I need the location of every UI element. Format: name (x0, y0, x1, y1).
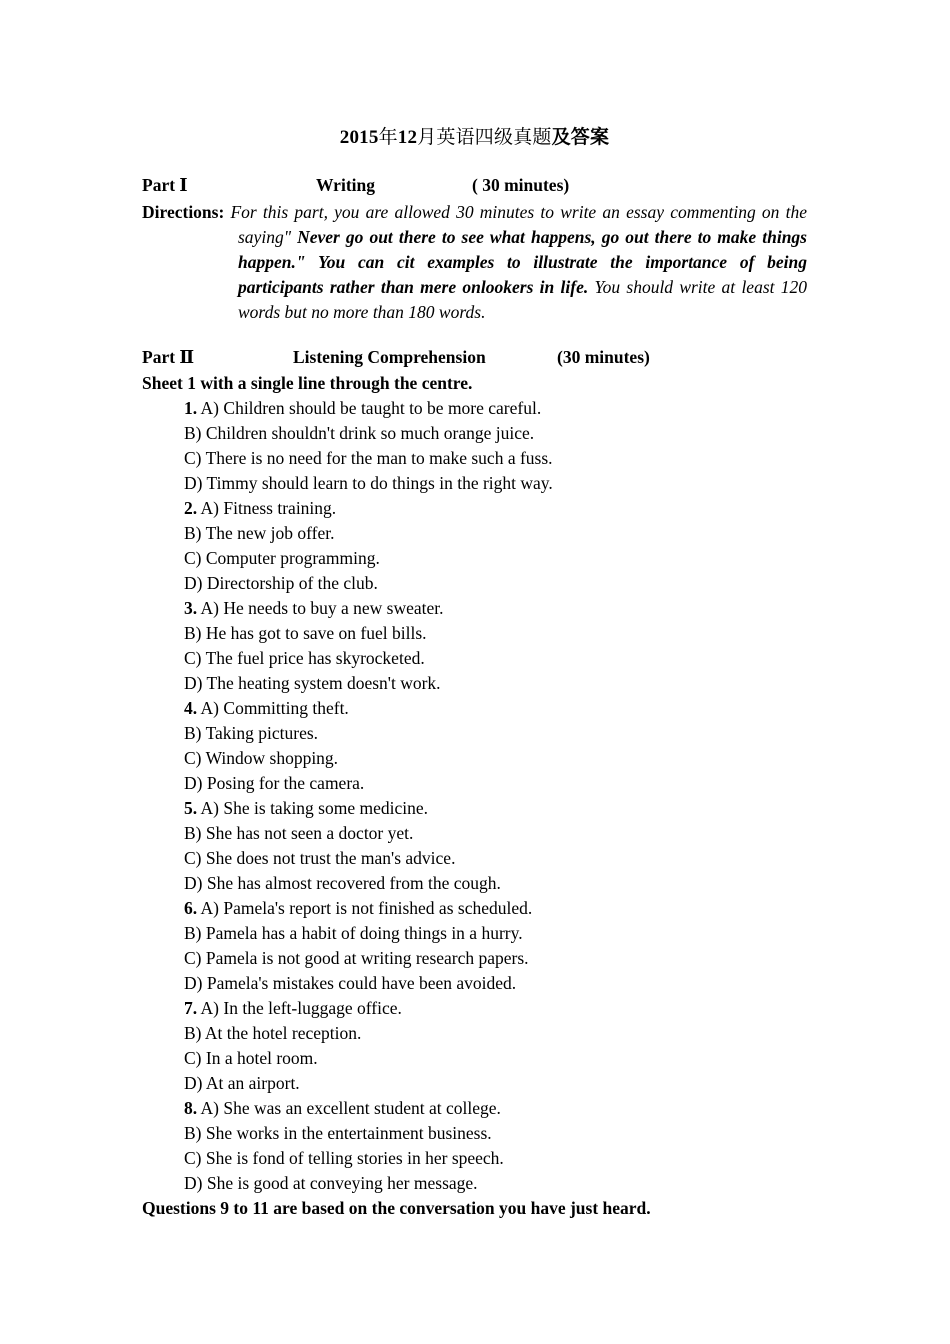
option-text: She is taking some medicine. (223, 798, 429, 818)
page-title (142, 125, 807, 151)
option-label: B) (184, 1123, 202, 1143)
questions-9-11-instruction: Questions 9 to 11 are based on the conversation you have just heard. (142, 1198, 651, 1218)
title-answer: 及答案 (551, 127, 610, 148)
part-2-time: (30 minutes) (557, 347, 650, 367)
question-option-row[interactable] (142, 721, 807, 746)
question-option-row[interactable] (142, 596, 807, 621)
option-text: Window shopping. (205, 748, 339, 768)
question-option-row[interactable] (142, 746, 807, 771)
option-label: A) (200, 598, 220, 618)
option-label: B) (184, 723, 202, 743)
option-label: D) (184, 973, 203, 993)
question-option-row[interactable] (142, 896, 807, 921)
option-label: B) (184, 1023, 202, 1043)
option-label: A) (200, 1098, 220, 1118)
option-text: Directorship of the club. (206, 573, 378, 593)
question-block (142, 1096, 807, 1196)
question-block (142, 596, 807, 696)
option-text: She was an excellent student at college. (223, 1098, 501, 1118)
option-text: Posing for the camera. (206, 773, 365, 793)
question-option-row[interactable] (142, 546, 807, 571)
option-label: C) (184, 548, 202, 568)
question-block (142, 396, 807, 496)
option-label: D) (184, 673, 203, 693)
option-label: C) (184, 1148, 202, 1168)
title-year: 2015 (339, 127, 379, 148)
question-option-row[interactable] (142, 1046, 807, 1071)
question-option-row[interactable] (142, 796, 807, 821)
option-text: Timmy should learn to do things in the right way. (206, 473, 553, 493)
question-number: 6. (184, 898, 198, 918)
question-option-row[interactable] (142, 771, 807, 796)
question-block (142, 896, 807, 996)
question-option-row[interactable] (142, 396, 807, 421)
question-number: 5. (184, 798, 198, 818)
question-option-row[interactable] (142, 1121, 807, 1146)
part-2-section-title: Listening Comprehension (293, 347, 486, 367)
directions-text-before: For this part, you are allowed 30 minutes to write an essay commenting on the saying" (224, 202, 807, 247)
question-option-row[interactable] (142, 1096, 807, 1121)
option-label: B) (184, 523, 202, 543)
question-number: 1. (184, 398, 198, 418)
option-text: She works in the entertainment business. (205, 1123, 492, 1143)
option-text: The fuel price has skyrocketed. (205, 648, 425, 668)
question-number: 3. (184, 598, 198, 618)
option-text: There is no need for the man to make such a fuss. (205, 448, 553, 468)
option-text: Committing theft. (223, 698, 349, 718)
question-number: 7. (184, 998, 198, 1018)
option-text: The new job offer. (205, 523, 335, 543)
option-text: In a hotel room. (205, 1048, 318, 1068)
option-label: A) (200, 498, 220, 518)
option-label: B) (184, 923, 202, 943)
question-number: 8. (184, 1098, 198, 1118)
question-option-row[interactable] (142, 696, 807, 721)
option-label: D) (184, 573, 203, 593)
option-label: D) (184, 473, 203, 493)
option-label: D) (184, 1173, 203, 1193)
question-option-row[interactable] (142, 621, 807, 646)
directions-paragraph (142, 200, 807, 325)
question-option-row[interactable] (142, 871, 807, 896)
question-option-row[interactable] (142, 821, 807, 846)
question-option-row[interactable] (142, 921, 807, 946)
option-label: B) (184, 423, 202, 443)
option-text: Pamela is not good at writing research papers. (205, 948, 529, 968)
question-option-row[interactable] (142, 971, 807, 996)
part-2-label: Part Ⅱ (142, 347, 195, 367)
option-text: Children shouldn't drink so much orange juice. (205, 423, 535, 443)
directions-label: Directions: (142, 202, 225, 222)
option-label: C) (184, 448, 202, 468)
title-month: 12 (397, 127, 418, 148)
question-option-row[interactable] (142, 946, 807, 971)
option-label: A) (200, 698, 220, 718)
answer-sheet-instruction: Sheet 1 with a single line through the centre. (142, 373, 473, 393)
option-label: C) (184, 1048, 202, 1068)
option-text: She is good at conveying her message. (206, 1173, 478, 1193)
question-option-row[interactable] (142, 1071, 807, 1096)
question-number: 4. (184, 698, 198, 718)
question-block (142, 796, 807, 896)
option-label: A) (200, 898, 220, 918)
option-text: Taking pictures. (205, 723, 319, 743)
option-text: She has not seen a doctor yet. (205, 823, 414, 843)
option-label: C) (184, 848, 202, 868)
option-label: C) (184, 648, 202, 668)
question-block (142, 496, 807, 596)
question-option-row[interactable] (142, 671, 807, 696)
option-label: A) (200, 398, 220, 418)
question-option-row[interactable] (142, 571, 807, 596)
title-exam-name: 月英语四级真题 (417, 127, 552, 148)
option-text: Pamela has a habit of doing things in a hurry. (205, 923, 523, 943)
option-text: He needs to buy a new sweater. (223, 598, 444, 618)
question-option-row[interactable] (142, 996, 807, 1021)
part-2-header (142, 345, 807, 370)
option-text: She is fond of telling stories in her speech. (205, 1148, 504, 1168)
option-label: D) (184, 873, 203, 893)
directions-text-after: You should write at least 120 words but no more than 180 words. (238, 277, 808, 322)
question-option-row[interactable] (142, 646, 807, 671)
option-text: He has got to save on fuel bills. (205, 623, 427, 643)
question-option-row[interactable] (142, 471, 807, 496)
spacer (142, 325, 807, 345)
question-option-row[interactable] (142, 1021, 807, 1046)
option-label: A) (200, 998, 220, 1018)
question-option-row[interactable] (142, 846, 807, 871)
question-option-row[interactable] (142, 521, 807, 546)
option-text: Fitness training. (223, 498, 337, 518)
option-text: Pamela's report is not finished as scheduled. (223, 898, 533, 918)
question-block (142, 996, 807, 1096)
option-text: Computer programming. (205, 548, 380, 568)
question-option-row[interactable] (142, 1146, 807, 1171)
option-label: C) (184, 948, 202, 968)
question-option-row[interactable] (142, 446, 807, 471)
part-1-time: ( 30 minutes) (472, 175, 570, 195)
option-label: A) (200, 798, 220, 818)
question-option-row[interactable] (142, 496, 807, 521)
option-label: C) (184, 748, 202, 768)
option-label: B) (184, 623, 202, 643)
option-text: The heating system doesn't work. (206, 673, 441, 693)
option-text: Pamela's mistakes could have been avoided. (206, 973, 517, 993)
question-block (142, 696, 807, 796)
option-label: B) (184, 823, 202, 843)
question-option-row[interactable] (142, 421, 807, 446)
option-label: D) (184, 1073, 203, 1093)
option-text: Children should be taught to be more careful. (223, 398, 542, 418)
part-1-label: Part Ⅰ (142, 175, 188, 195)
title-nian: 年 (378, 127, 398, 148)
option-text: She does not trust the man's advice. (205, 848, 456, 868)
option-text: At the hotel reception. (204, 1023, 362, 1043)
option-text: She has almost recovered from the cough. (206, 873, 501, 893)
question-number: 2. (184, 498, 198, 518)
option-text: In the left-luggage office. (223, 998, 402, 1018)
part-1-section-title: Writing (316, 175, 375, 195)
directions-quoted-text: Never go out there to see what happens, go out there to make things happen." You can cit examples to illustrate the importance of being participants rather than mere onlookers in life. (238, 227, 807, 297)
question-option-row[interactable] (142, 1171, 807, 1196)
option-text: At an airport. (205, 1073, 300, 1093)
option-label: D) (184, 773, 203, 793)
questions-list (142, 396, 807, 1196)
part-1-header (142, 173, 807, 198)
